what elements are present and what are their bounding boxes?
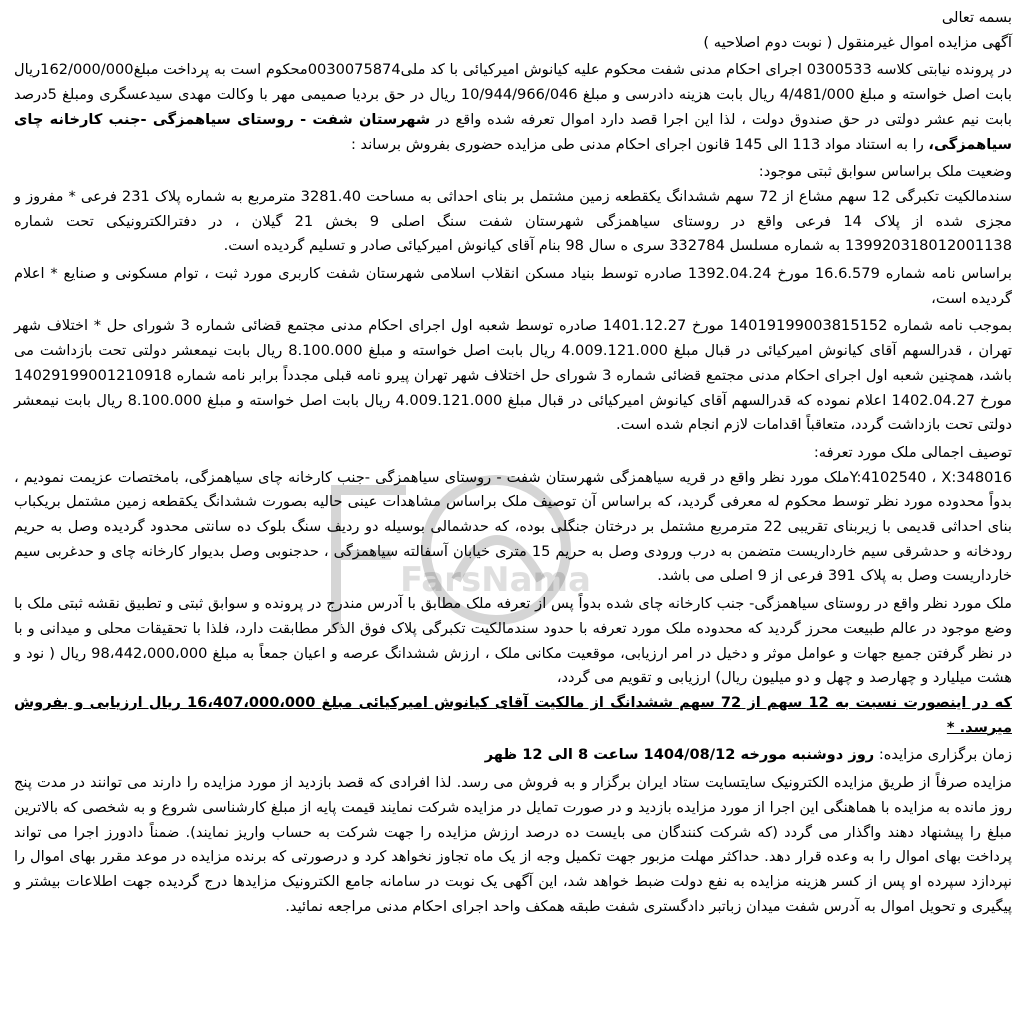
notice-title: آگهی مزایده اموال غیرمنقول ( نوبت دوم اصلاحیه ) bbox=[703, 33, 1012, 51]
summary-heading: توصیف اجمالی ملک مورد تعرفه: bbox=[813, 443, 1012, 461]
ownership-paragraph: سندمالکیت تکبرگی 12 سهم مشاع از 72 سهم ششدانگ یکقطعه زمین مشتمل بر بنای احداثی به مساحت 3281.40 مترمربع به شماره پلاک 231 فرعی * مفروز و مجزی شده از پلاک 14 فرعی واقع در روستای سیاهمزگی شهرستان شفت سنگ اصلی 9 بخش 21 گیلان ، در دفترالکترونیکی تحت شماره 139920318012001138 به شماره مسلسل 332784 سری ه سال 98 بنام آقای کیانوش امیرکیائی صادر و تسلیم گردیده است. bbox=[14, 187, 1012, 255]
intro-location: شهرستان شفت - روستای سیاهمزگی -جنب کارخانه چای سیاهمزگی، bbox=[14, 110, 1012, 153]
intro-text-2: را به استناد مواد 113 الی 145 قانون اجرای احکام مدنی طی مزایده حضوری بفروش برساند : bbox=[351, 135, 929, 153]
intro-text-1: در پرونده نیابتی کلاسه 0300533 اجرای احکام مدنی شفت محکوم علیه کیانوش امیرکیائی با کد ملی0030075874محکوم است به پرداخت مبلغ162/000/000ریال بابت اصل خواسته و مبلغ 4/481/000 ریال بابت هزینه دادرسی و مبلغ 10/944/966/046 ریال در حق بردیا صمیمی مهر با وکالت مهدی سیدعسگری ومبلغ 5درصد بابت نیم عشر دولتی در حق صندوق دولت ، لذا این اجرا قصد دارد اموال تعرفه شده واقع در bbox=[14, 61, 1013, 128]
court-letter-paragraph: بموجب نامه شماره 14019199003815152 مورخ 1401.12.27 صادره توسط شعبه اول اجرای احکام مدنی مجتمع قضائی شماره 3 شورای حل * اختلاف شهر تهران ، قدرالسهم آقای کیانوش امیرکیائی در قبال مبلغ 4.009.121.000 ریال بابت اصل خواسته و مبلغ 8.100.000 ریال بابت نیمعشر دولتی تحت بازداشت می باشد، همچنین شعبه اول اجرای احکام مدنی مجتمع قضائی شماره 3 شورای حل اختلاف شهر تهران پیرو نامه قبلی مجدداً برابر نامه شماره 14029199001210918 مورخ 1402.04.27 اعلام نموده که قدرالسهم آقای کیانوش امیرکیائی در قبال مبلغ 4.009.121.000 ریال بابت اصل خواسته و مبلغ 8.100.000 ریال بابت نیمعشر دولتی تحت بازداشت گردد، متعاقباً اقدامات لازم انجام شده است. bbox=[14, 317, 1013, 434]
final-valuation: که در اینصورت نسبت به 12 سهم از 72 سهم ششدانگ از مالکیت آقای کیانوش امیرکیائی مبلغ 16،407،000،000 ریال ارزیابی و بفروش میرسد. * bbox=[14, 693, 1012, 736]
valuation-paragraph: ملک مورد نظر واقع در روستای سیاهمزگی- جنب کارخانه چای شده بدواً پس از تعرفه ملک مطابق با آدرس مندرج در پرونده و سوابق ثبتی و تطبیق نقشه ثبتی ملک با وضع موجود در عالم طبیعت محرز گردید که محدوده ملک مورد تعرفه با حدود سندمالکیت تکبرگی پلاک فوق الذکر مطابقت دارد، فلذا با تحقیقات محلی و میدانی و با در نظر گرفتن جمیع جهات و عوامل موثر و دخیل در امر ارزیابی، موقعیت مکانی ملک ، ارزش ششدانگ عرصه و اعیان جمعاً به مبلغ 98،442،000،000 ریال ( نود و هشت میلیارد و چهارصد و چهل و دو میلیون ریال) ارزیابی و تقویم می گردد، bbox=[14, 595, 1013, 687]
auction-time-value: روز دوشنبه مورخه 1404/08/12 ساعت 8 الی 12 ظهر bbox=[484, 746, 875, 764]
watermark-text: FarsNama bbox=[400, 560, 591, 600]
description-paragraph: Y:4102540 ، X:348016ملک مورد نظر واقع در قریه سیاهمزگی شهرستان شفت - روستای سیاهمزگی -جنب کارخانه چای سیاهمزگی، بامختصات عزیمت نمودیم ، بدواً محدوده مورد نظر توسط محکوم له معرفی گردید، که براساس آن توصیف ملک براساس مشاهدات عینی حالیه بصورت ششدانگ یکقطعه زمین مشتمل بریکباب بنای احداثی قدیمی با زیربنای تقریبی 22 مترمربع مشتمل بر درختان جنگلی بوده، که حدشمالی بوسیله دو ردیف سنگ بلوک ده سانتی محدود گردیده وصل به حریم رودخانه و حدشرقی سیم خارداریست متضمن به درب ورودی وصل به حریم 15 متری خیابان آسفالته سیاهمزگی ، حدجنوبی وصل بدیوار کارخانه چای و حدغربی سیم خارداریست وصل به پلاک 391 فرعی از 9 اصلی می باشد. bbox=[14, 468, 1012, 585]
housing-letter-paragraph: براساس نامه شماره 16.6.579 مورخ 1392.04.24 صادره توسط بنیاد مسکن انقلاب اسلامی شهرستان شفت کاربری مورد ثبت ، توام مسکونی و صنایع * اعلام گردیده است، bbox=[14, 265, 1012, 307]
terms-paragraph: مزایده صرفاً از طریق مزایده الکترونیک سایتسایت ستاد ایران برگزار و به فروش می رسد. لذا افرادی که قصد بازدید از مورد مزایده را دارند می توانند در مدت پنج روز مانده به مزایده با هماهنگی این اجرا از مورد مزایده بازدید و در صورت تمایل در مزایده شرکت نمایند قیمت پایه از مبلغ کارشناسی شروع و به شخصی که بالاترین مبلغ را پیشنهاد دهند واگذار می گردد (که شرکت کنندگان می بایست ده درصد ارزش مزایده را جهت شرکت به حساب واریز نمایند). ضمناً دادورز اجرا می تواند پرداخت بهای اموال را به وعده قرار دهد. حداکثر مهلت مزبور جهت تکمیل وجه از یک ماه تجاوز نخواهد کرد و درصورتی که برنده مزایده در موعد مقرر بهای اموال را نپردازد سپرده او پس از کسر هزینه مزایده به نفع دولت ضبط خواهد شد، این آگهی یک نوبت در سامانه جامع الکترونیک مزایدها درج گردیده جهت اطلاعات بیشتر و پیگیری و تحویل اموال به آدرس شفت میدان زباتبر دادگستری شفت طبقه همکف واحد اجرای احکام مدنی مراجعه نمائید. bbox=[14, 774, 1012, 915]
status-heading: وضعیت ملک براساس سوابق ثبتی موجود: bbox=[758, 163, 1012, 181]
auction-time-label: زمان برگزاری مزایده: bbox=[874, 746, 1012, 764]
intro-paragraph bbox=[14, 58, 1012, 157]
auction-time bbox=[14, 743, 1012, 768]
basmala: بسمه تعالی bbox=[941, 9, 1012, 26]
